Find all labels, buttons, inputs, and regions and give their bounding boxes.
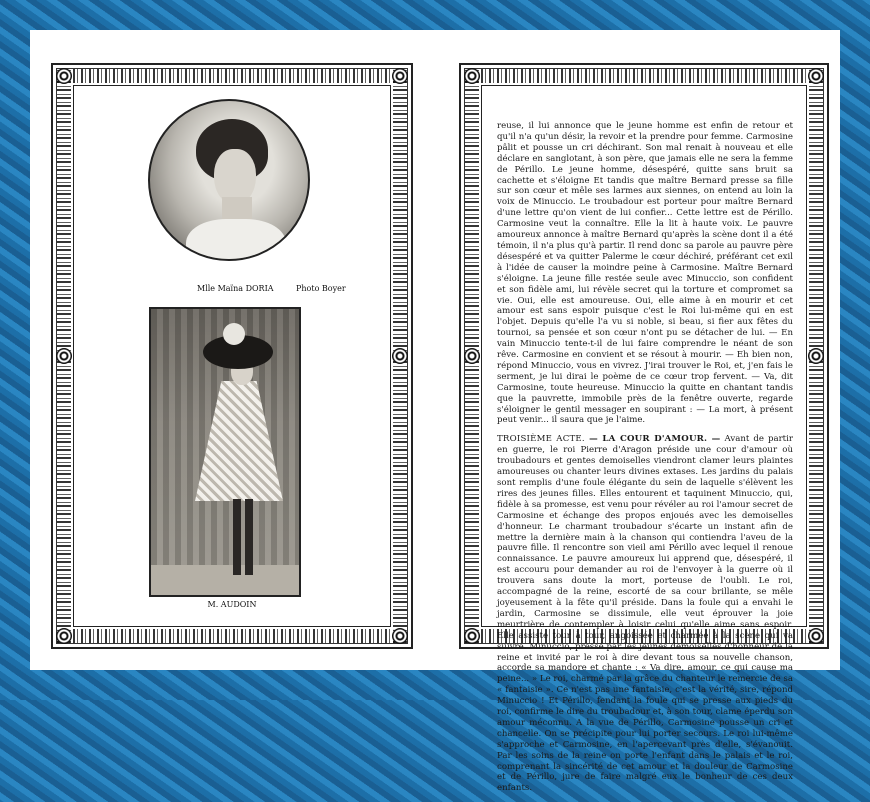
corner-rosette-icon <box>464 68 480 84</box>
corner-rosette-icon <box>392 628 408 644</box>
ornament-band-bottom <box>57 629 407 643</box>
costume-photo <box>149 307 301 597</box>
side-rosette-icon <box>392 348 408 364</box>
act-title: — LA COUR D'AMOUR. — <box>589 434 721 445</box>
corner-rosette-icon <box>464 628 480 644</box>
side-rosette-icon <box>464 348 480 364</box>
corner-rosette-icon <box>392 68 408 84</box>
side-rosette-icon <box>56 348 72 364</box>
portrait-photo <box>148 99 310 261</box>
corner-rosette-icon <box>56 628 72 644</box>
left-page <box>51 63 413 649</box>
corner-rosette-icon <box>808 68 824 84</box>
right-page <box>459 63 829 794</box>
act-three-body: Avant de partir en guerre, le roi Pierre d'Aragon préside une cour d'amour où troubadours et gentes demoiselles viendront clamer leurs plaintes amoureuses ou chanter leurs divines extases. Les jardins du palais sont remplis d'une foule élégante du sein de laquelle s'élèvent les rires des jeunes filles. Elles entourent et taquinent Minuccio, qui, fidèle à sa promesse, est venu pour révéler au roi l'amour secret de Carmosine et échange des propos enjoués avec les demoiselles d'honneur. Le charmant troubadour s'écarte un instant afin de mettre la dernière main à la chanson qui contiendra l'aveu de la pauvre fille. Il rencontre son vieil ami Périllo avec lequel il renoue connaissance. Le pauvre amoureux lui apprend que, désespéré, il est accouru pour demander au roi de l'envoyer à la guerre où il trouvera sans doute la mort, porteuse de l'oubli. Le roi, accompagné de la reine, escorté de sa cour brillante, se mêle joyeusement à la fête qu'il préside. Dans la foule qui a envahi le jardin, Carmosine se dissimule, elle veut éprouver la joie meurtrière de contempler à loisir celui qu'elle aime sans espoir. Elle assiste tour à tour, angoissée et charmée à la scène qui va suivre. Minuccio, pressé par les jeunes demoiselles d'honneur de la reine et invité par le roi à dire devant tous sa nouvelle chanson, accorde sa mandore et chante : « Va dire, amour, ce qui cause ma peine... » Le roi, charmé par la grâce du chanteur le remercie de sa « fantaisie ». Ce n'est pas une fantaisie, c'est la vérité, sire, répond Minuccio ! Et Périllo, fendant la foule qui se presse aux pieds du roi, confirme le dire du troubadour et, à son tour, clame éperdu son amour méconnu. A la vue de Périllo, Carmosine pousse un cri et chancelle. On se précipite pour lui porter secours. Le roi lui-même s'approche et Carmosine, en l'apercevant près d'elle, s'évanouit. Par les soins de la reine on porte l'enfant dans le palais et le roi, comprenant la sincérité de cet amour et la douleur de Carmosine et de Périllo, jure de faire malgré eux le bonheur de ces deux enfants. <box>497 434 793 794</box>
side-rosette-icon <box>808 348 824 364</box>
portrait-caption-name: Mlle Maïna DORIA <box>197 284 274 293</box>
act-label: TROISIÈME ACTE. <box>497 434 585 445</box>
portrait-caption-credit: Photo Boyer <box>296 284 346 293</box>
paragraph-act-two-end: reuse, il lui annonce que le jeune homme est enfin de retour et qu'il n'a qu'un désir, la revoir et la prendre pour femme. Carmosine pâlit et pousse un cri déchirant. Son mal renait à nouveau et elle déclare en sanglotant, à son père, que jamais elle ne sera la femme de Périllo. Le jeune homme, désespéré, quitte sans bruit sa cachette et s'éloigne Et tandis que maître Bernard presse sa fille sur son cœur et mêle ses larmes aux siennes, on entend au loin la voix de Minuccio. Le troubadour est porteur pour maître Bernard d'une lettre qu'on vient de lui confier... Cette lettre est de Périllo. Carmosine veut la connaître. Elle la lit à haute voix. Le pauvre amoureux annonce à maître Bernard qu'après la scène dont il a été témoin, il n'a plus qu'à partir. Il rend donc sa parole au pauvre père désespéré et va quitter Palerme le cœur déchiré, préférant cet exil à l'idée de causer la moindre peine à Carmosine. Maître Bernard s'éloigne. La jeune fille restée seule avec Minuccio, son confident et son fidèle ami, lui révèle secret qui la torture et compromet sa vie. Oui, elle est amoureuse. Oui, elle aime à en mourir et cet amour est sans espoir puisque c'est le Roi lui-même qui en est l'objet. Depuis qu'elle l'a vu si noble, si beau, si fier aux fêtes du tournoi, sa pensée et son cœur n'ont pu se détacher de lui. — En vain Minuccio tente-t-il de lui faire comprendre le néant de son rêve. Carmosine en convient et se résout à mourir. — Eh bien non, répond Minuccio, vous en vivrez. J'irai trouver le Roi, et, j'en fais le serment, je lui dirai le poème de ce cœur trop fervent. — Va, dit Carmosine, toute heureuse. Minuccio la quitte en chantant tandis que la pauvrette, immobile près de la fenêtre ouverte, regarde s'éloigner le gentil messager en soupirant : — La mort, à présent peut venir... il saura que je l'aime. <box>497 121 793 426</box>
corner-rosette-icon <box>808 628 824 644</box>
ornament-band-top <box>57 69 407 83</box>
costume-caption: M. AUDOIN <box>207 600 257 609</box>
corner-rosette-icon <box>56 68 72 84</box>
ornament-band-top <box>465 69 823 83</box>
paragraph-act-three <box>497 434 793 794</box>
